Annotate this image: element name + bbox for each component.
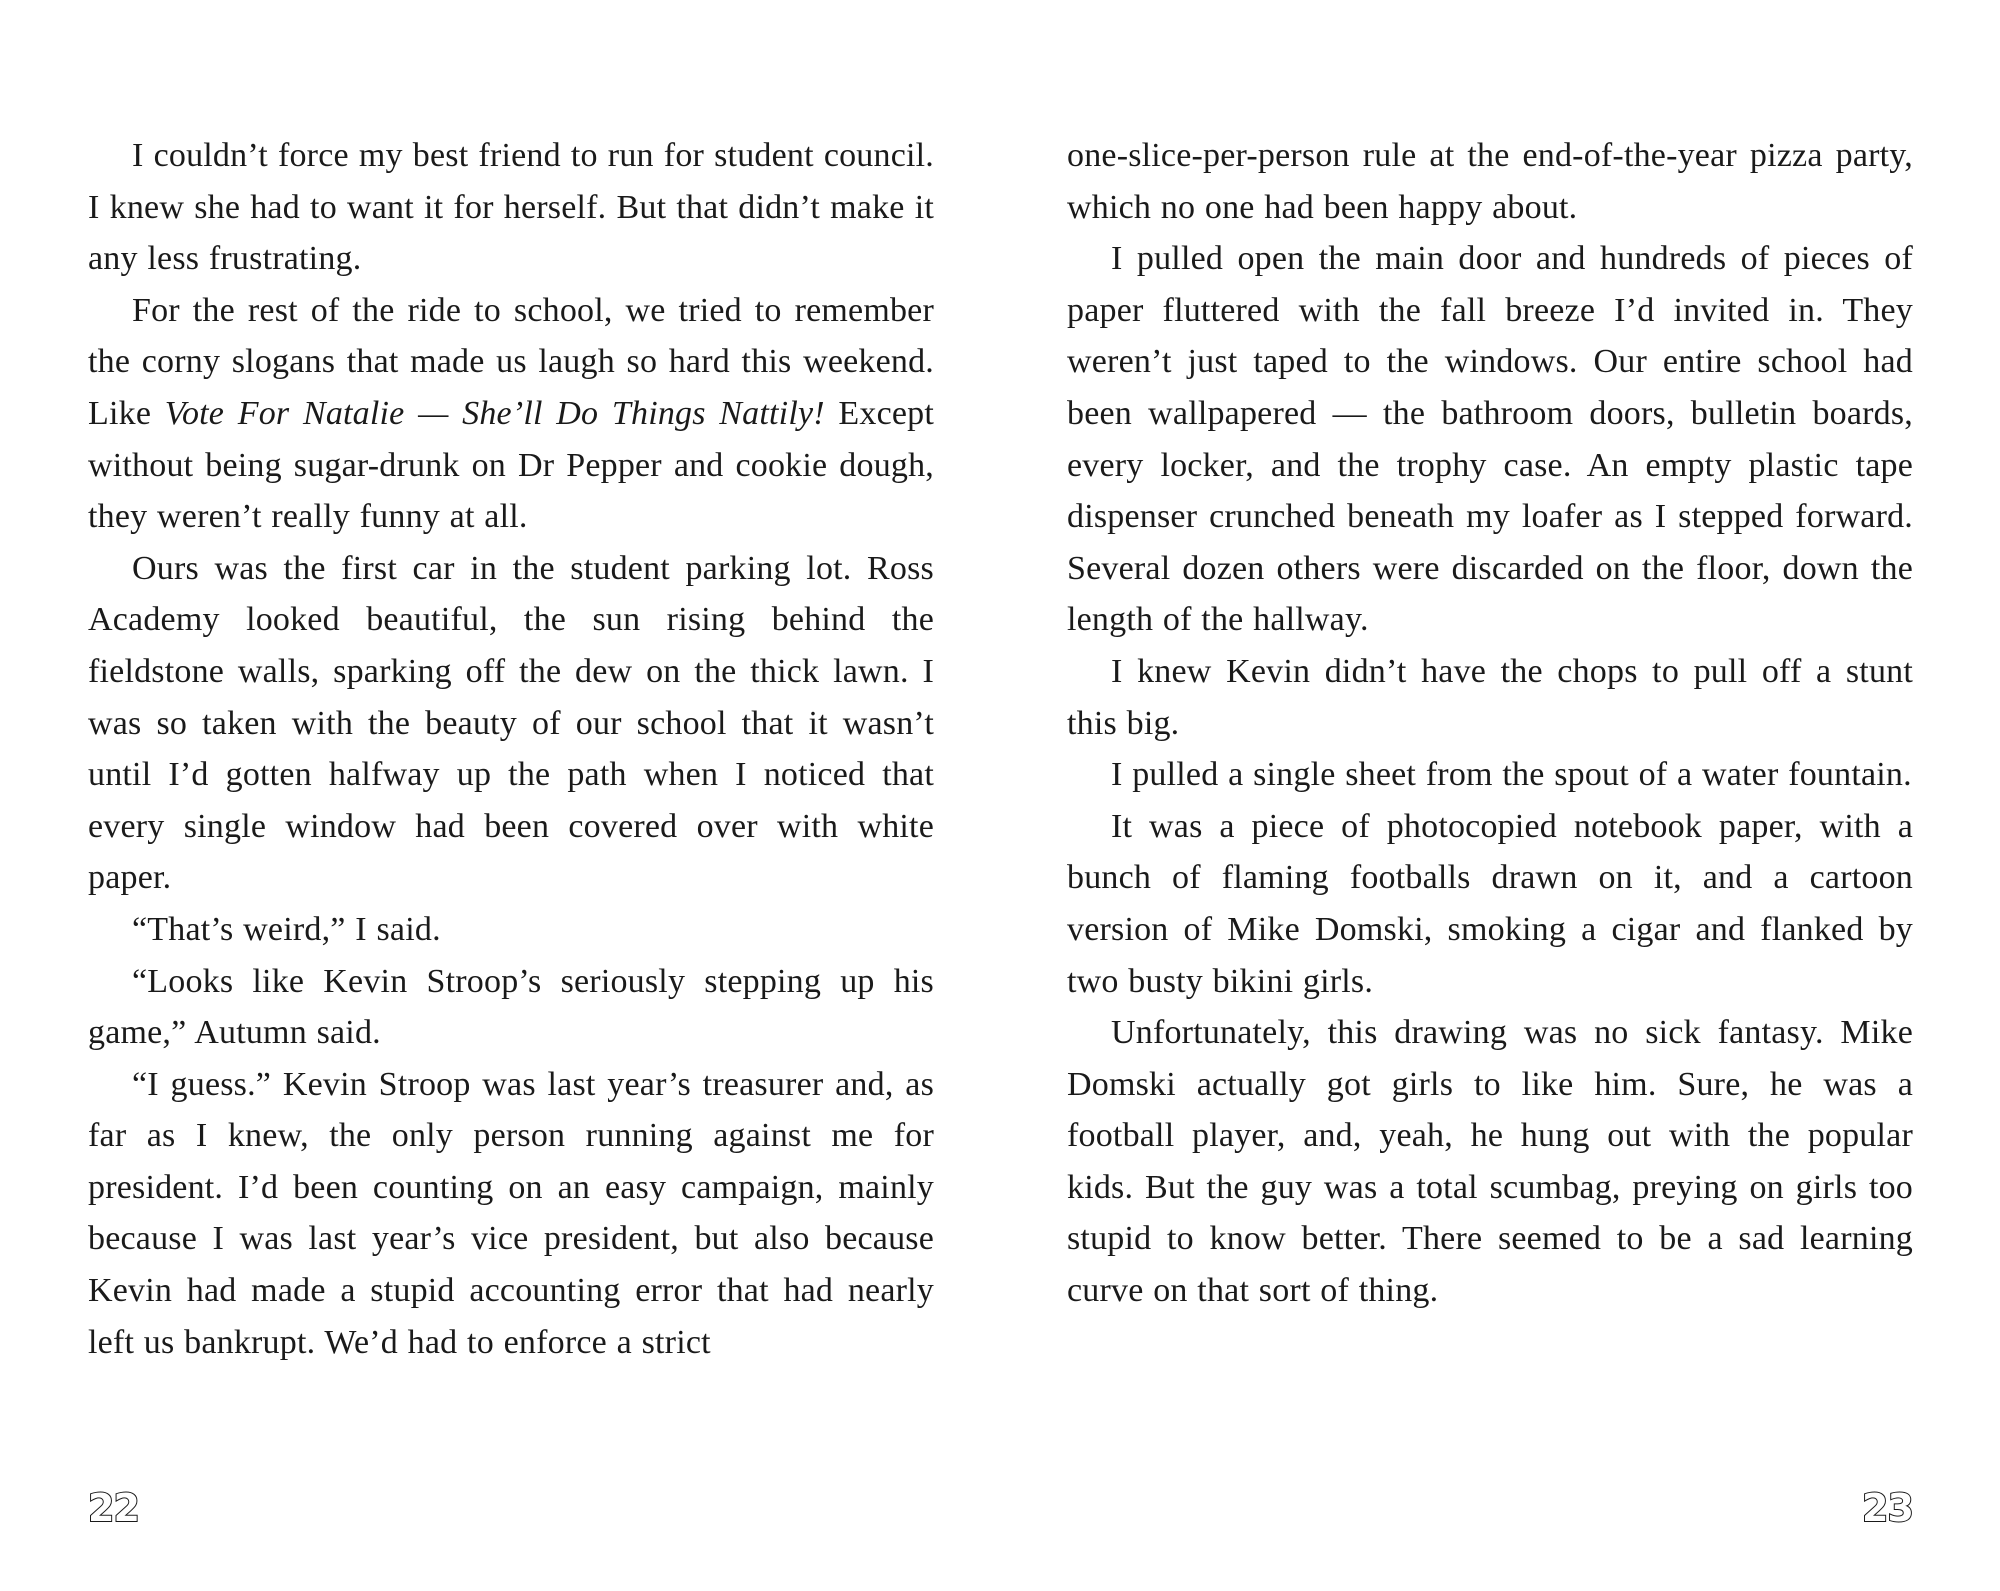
paragraph-continued: one-slice-per-person rule at the end-of-the-year pizza party, which no one had been happy about. [1067,137,1913,226]
paragraph: It was a piece of photocopied notebook paper, with a bunch of flaming footballs drawn on it, and a cartoon version of Mike Domski, smoking a cigar and flanked by two busty bikini girls. [1067,807,1913,1000]
paragraph: “Looks like Kevin Stroop’s seriously stepping up his game,” Autumn said. [88,962,934,1052]
paragraph [88,130,934,285]
paragraph [88,285,934,543]
page-number-left: 22 [88,1486,139,1530]
paragraph: I pulled a single sheet from the spout of a water fountain. [1111,756,1912,794]
left-page-text [88,130,934,1368]
paragraph: “That’s weird,” I said. [132,910,441,948]
paragraph: Ours was the first car in the student parking lot. Ross Academy looked beautiful, the sun rising behind the fieldstone walls, sparking off the dew on the thick lawn. I was so taken with the beauty of our school that it wasn’t until I’d gotten halfway up the path when I noticed that every single window had been covered over with white paper. [88,549,934,897]
paragraph: Unfortunately, this drawing was no sick fantasy. Mike Domski actually got girls to like him. Sure, he was a football player, and, yeah, he hung out with the popular kids. But the guy was a total scumbag, preying on girls too stupid to know better. There seemed to be a sad learning curve on that sort of thing. [1067,1014,1913,1310]
right-page-text [1067,130,1913,1317]
paragraph: “I guess.” Kevin Stroop was last year’s treasurer and, as far as I knew, the only person running against me for president. I’d been counting on an easy campaign, mainly because I was last year’s vice president, but also because Kevin had made a stupid accounting error that had nearly left us bankrupt. We’d had to enforce a strict [88,1065,934,1361]
paragraph-part: For the rest of the ride to school, we tried to remember the corny slogans that made us laugh so hard this weekend. Like [88,291,934,432]
paragraph: I pulled open the main door and hundreds of pieces of paper fluttered with the fall breeze I’d invited in. They weren’t just taped to the windows. Our entire school had been wallpapered — the bathroom doors, bulletin boards, every locker, and the trophy case. An empty plastic tape dispenser crunched beneath my loafer as I stepped forward. Several dozen others were discarded on the floor, down the length of the hallway. [1067,240,1913,639]
paragraph-rest: council. I knew she had to want it for herself. But that didn’t make it any less frustrating. [88,137,934,278]
paragraph-lead: I couldn’t force my best friend to run for student [132,137,824,174]
page-number-right: 23 [1862,1486,1913,1530]
paragraph: I knew Kevin didn’t have the chops to pull off a stunt this big. [1067,652,1913,742]
campaign-slogan: Vote For Natalie — She’ll Do Things Nattily! [164,394,825,432]
paragraph-part: Except without being sugar-drunk on Dr Pepper and cookie dough, they weren’t really funny at all. [88,394,935,536]
